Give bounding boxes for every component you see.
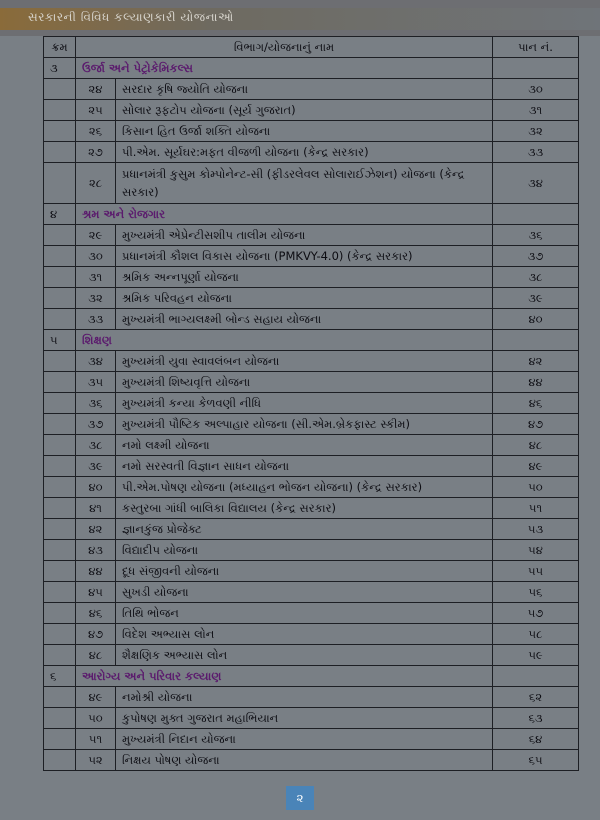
column-header-page: પાન નં. [493, 37, 579, 58]
scheme-name: જ્ઞાનકુંજ પ્રોજેક્ટ [116, 519, 493, 540]
section-number: ૫ [44, 330, 76, 351]
page-number: ૩૭ [493, 246, 579, 267]
page-number: ૪૬ [493, 393, 579, 414]
page-number: ૬૪ [493, 729, 579, 750]
page-number: ૫૬ [493, 582, 579, 603]
blank-cell [44, 645, 76, 666]
page-number: ૪૨ [493, 351, 579, 372]
scheme-number: ૩૪ [76, 351, 116, 372]
section-row [44, 58, 579, 79]
scheme-name: મુખ્યમંત્રી પૌષ્ટિક અલ્પાહાર યોજના (સી.એમ.બ્રેકફાસ્ટ સ્કીમ) [116, 414, 493, 435]
scheme-name: દૂધ સંજીવની યોજના [116, 561, 493, 582]
scheme-number: ૩૭ [76, 414, 116, 435]
section-row [44, 666, 579, 687]
scheme-name: કિસાન હિત ઉર્જા શક્તિ યોજના [116, 121, 493, 142]
blank-cell [44, 624, 76, 645]
table-row [44, 624, 579, 645]
section-title: શિક્ષણ [76, 330, 493, 351]
scheme-name: સરદાર કૃષિ જ્યોતિ યોજના [116, 79, 493, 100]
scheme-number: ૪૦ [76, 477, 116, 498]
scheme-name: નિક્ષય પોષણ યોજના [116, 750, 493, 771]
scheme-name: સુખડી યોજના [116, 582, 493, 603]
page-number: ૫૧ [493, 498, 579, 519]
scheme-name: સોલાર રૂફટોપ યોજના (સૂર્ય ગુજરાત) [116, 100, 493, 121]
section-number: ૬ [44, 666, 76, 687]
scheme-name: પ્રધાનમંત્રી કૌશલ વિકાસ યોજના (PMKVY-4.0) (કેન્દ્ર સરકાર) [116, 246, 493, 267]
scheme-name: શ્રમિક પરિવહન યોજના [116, 288, 493, 309]
section-page-cell [493, 58, 579, 79]
blank-cell [44, 750, 76, 771]
page-number: ૫૪ [493, 540, 579, 561]
scheme-name: શૈક્ષણિક અભ્યાસ લોન [116, 645, 493, 666]
scheme-name: મુખ્યમંત્રી નિદાન યોજના [116, 729, 493, 750]
page-number: ૫૦ [493, 477, 579, 498]
scheme-name: વિદ્યાદીપ યોજના [116, 540, 493, 561]
scheme-number: ૪૨ [76, 519, 116, 540]
table-row [44, 519, 579, 540]
blank-cell [44, 519, 76, 540]
table-row [44, 288, 579, 309]
scheme-number: ૫૦ [76, 708, 116, 729]
table-row [44, 372, 579, 393]
scheme-name: પ્રધાનમંત્રી કુસુમ કોમ્પોનેન્ટ-સી (ફીડરલેવલ સોલારાઈઝેશન) યોજના (કેન્દ્ર સરકાર) [116, 163, 493, 204]
table-row [44, 142, 579, 163]
scheme-number: ૪૩ [76, 540, 116, 561]
scheme-number: ૩૫ [76, 372, 116, 393]
table-row [44, 750, 579, 771]
page-number: ૪૪ [493, 372, 579, 393]
page-number: ૫૩ [493, 519, 579, 540]
contents-table-body [44, 58, 579, 771]
blank-cell [44, 729, 76, 750]
blank-cell [44, 708, 76, 729]
scheme-number: ૩૦ [76, 246, 116, 267]
page-number: ૩૧ [493, 100, 579, 121]
scheme-number: ૩૩ [76, 309, 116, 330]
scheme-number: ૪૯ [76, 687, 116, 708]
table-row [44, 603, 579, 624]
scheme-name: નમો સરસ્વતી વિજ્ઞાન સાધન યોજના [116, 456, 493, 477]
page-number: ૩૮ [493, 267, 579, 288]
blank-cell [44, 267, 76, 288]
page-number: ૪૭ [493, 414, 579, 435]
scheme-number: ૪૮ [76, 645, 116, 666]
table-row [44, 708, 579, 729]
column-header-serial: ક્રમ [44, 37, 76, 58]
table-row [44, 477, 579, 498]
page-number: ૬૨ [493, 687, 579, 708]
blank-cell [44, 603, 76, 624]
scheme-name: મુખ્યમંત્રી શિષ્યવૃત્તિ યોજના [116, 372, 493, 393]
scheme-name: શ્રમિક અન્નપૂર્ણા યોજના [116, 267, 493, 288]
scheme-number: ૪૬ [76, 603, 116, 624]
table-row [44, 246, 579, 267]
section-page-cell [493, 204, 579, 225]
blank-cell [44, 288, 76, 309]
blank-cell [44, 456, 76, 477]
scheme-number: ૩૨ [76, 288, 116, 309]
scheme-name: મુખ્યમંત્રી ભાગ્યલક્ષ્મી બોન્ડ સહાય યોજના [116, 309, 493, 330]
table-row [44, 225, 579, 246]
blank-cell [44, 100, 76, 121]
blank-cell [44, 435, 76, 456]
blank-cell [44, 393, 76, 414]
scheme-name: કુપોષણ મુક્ત ગુજરાત મહાભિયાન [116, 708, 493, 729]
scheme-number: ૨૮ [76, 163, 116, 204]
blank-cell [44, 540, 76, 561]
scheme-number: ૨૬ [76, 121, 116, 142]
section-title: ઉર્જા અને પેટ્રોકેમિકલ્સ [76, 58, 493, 79]
scheme-name: તિથિ ભોજન [116, 603, 493, 624]
blank-cell [44, 79, 76, 100]
scheme-name: વિદેશ અભ્યાસ લોન [116, 624, 493, 645]
scheme-number: ૨૭ [76, 142, 116, 163]
section-title: આરોગ્ય અને પરિવાર કલ્યાણ [76, 666, 493, 687]
scheme-number: ૩૮ [76, 435, 116, 456]
page-number: ૩૩ [493, 142, 579, 163]
scheme-number: ૫૧ [76, 729, 116, 750]
page-number: ૬૫ [493, 750, 579, 771]
section-page-cell [493, 666, 579, 687]
scheme-number: ૪૧ [76, 498, 116, 519]
scheme-number: ૩૬ [76, 393, 116, 414]
blank-cell [44, 582, 76, 603]
table-row [44, 309, 579, 330]
blank-cell [44, 498, 76, 519]
section-row [44, 204, 579, 225]
page-number: ૫૮ [493, 624, 579, 645]
scheme-number: ૨૯ [76, 225, 116, 246]
scheme-name: કસ્તુરબા ગાંધી બાલિકા વિદ્યાલય (કેન્દ્ર સરકાર) [116, 498, 493, 519]
page-number: ૬૩ [493, 708, 579, 729]
scheme-name: પી.એમ. સૂર્યઘર:મફત વીજળી યોજના (કેન્દ્ર સરકાર) [116, 142, 493, 163]
page-number: ૩૬ [493, 225, 579, 246]
section-number: ૩ [44, 58, 76, 79]
blank-cell [44, 225, 76, 246]
blank-cell [44, 372, 76, 393]
page-number: ૩૯ [493, 288, 579, 309]
blank-cell [44, 121, 76, 142]
table-row [44, 100, 579, 121]
blank-cell [44, 351, 76, 372]
page-number: ૪૮ [493, 435, 579, 456]
scheme-number: ૪૫ [76, 582, 116, 603]
section-row [44, 330, 579, 351]
blank-cell [44, 246, 76, 267]
table-row [44, 163, 579, 204]
page-number: ૩૨ [493, 121, 579, 142]
table-row [44, 414, 579, 435]
blank-cell [44, 414, 76, 435]
contents-table [43, 36, 579, 771]
table-row [44, 393, 579, 414]
scheme-number: ૨૪ [76, 79, 116, 100]
blank-cell [44, 142, 76, 163]
page-number: ૪૯ [493, 456, 579, 477]
table-row [44, 729, 579, 750]
table-row [44, 79, 579, 100]
page-number: ૪૦ [493, 309, 579, 330]
section-page-cell [493, 330, 579, 351]
scheme-number: ૨૫ [76, 100, 116, 121]
scheme-name: પી.એમ.પોષણ યોજના (મધ્યાહન ભોજન યોજના) (કેન્દ્ર સરકાર) [116, 477, 493, 498]
column-header-name: વિભાગ/યોજનાનું નામ [76, 37, 493, 58]
scheme-name: નમોશ્રી યોજના [116, 687, 493, 708]
page-number: ૩૪ [493, 163, 579, 204]
scheme-number: ૪૪ [76, 561, 116, 582]
page-number: ૩૦ [493, 79, 579, 100]
table-row [44, 351, 579, 372]
page-number: ૫૫ [493, 561, 579, 582]
table-row [44, 561, 579, 582]
scheme-name: નમો લક્ષ્મી યોજના [116, 435, 493, 456]
scheme-number: ૪૭ [76, 624, 116, 645]
table-row [44, 435, 579, 456]
scheme-name: મુખ્યમંત્રી યુવા સ્વાવલંબન યોજના [116, 351, 493, 372]
blank-cell [44, 477, 76, 498]
page-number: ૫૯ [493, 645, 579, 666]
scheme-number: ૩૧ [76, 267, 116, 288]
table-row [44, 121, 579, 142]
table-row [44, 645, 579, 666]
section-title: શ્રમ અને રોજગાર [76, 204, 493, 225]
table-row [44, 540, 579, 561]
page-number-badge: ૨ [286, 786, 314, 810]
table-row [44, 456, 579, 477]
blank-cell [44, 687, 76, 708]
table-row [44, 498, 579, 519]
blank-cell [44, 561, 76, 582]
scheme-number: ૫૨ [76, 750, 116, 771]
scheme-number: ૩૯ [76, 456, 116, 477]
blank-cell [44, 309, 76, 330]
table-row [44, 582, 579, 603]
header-bar [0, 0, 600, 36]
table-row [44, 267, 579, 288]
scheme-name: મુખ્યમંત્રી એપ્રેન્ટીસશીપ તાલીમ યોજના [116, 225, 493, 246]
table-row [44, 687, 579, 708]
section-number: ૪ [44, 204, 76, 225]
table-header-row [44, 37, 579, 58]
blank-cell [44, 163, 76, 204]
page-header-title: સરકારની વિવિધ કલ્યાણકારી યોજનાઓ [28, 10, 234, 24]
page-number: ૫૭ [493, 603, 579, 624]
scheme-name: મુખ્યમંત્રી કન્યા કેળવણી નીધિ [116, 393, 493, 414]
